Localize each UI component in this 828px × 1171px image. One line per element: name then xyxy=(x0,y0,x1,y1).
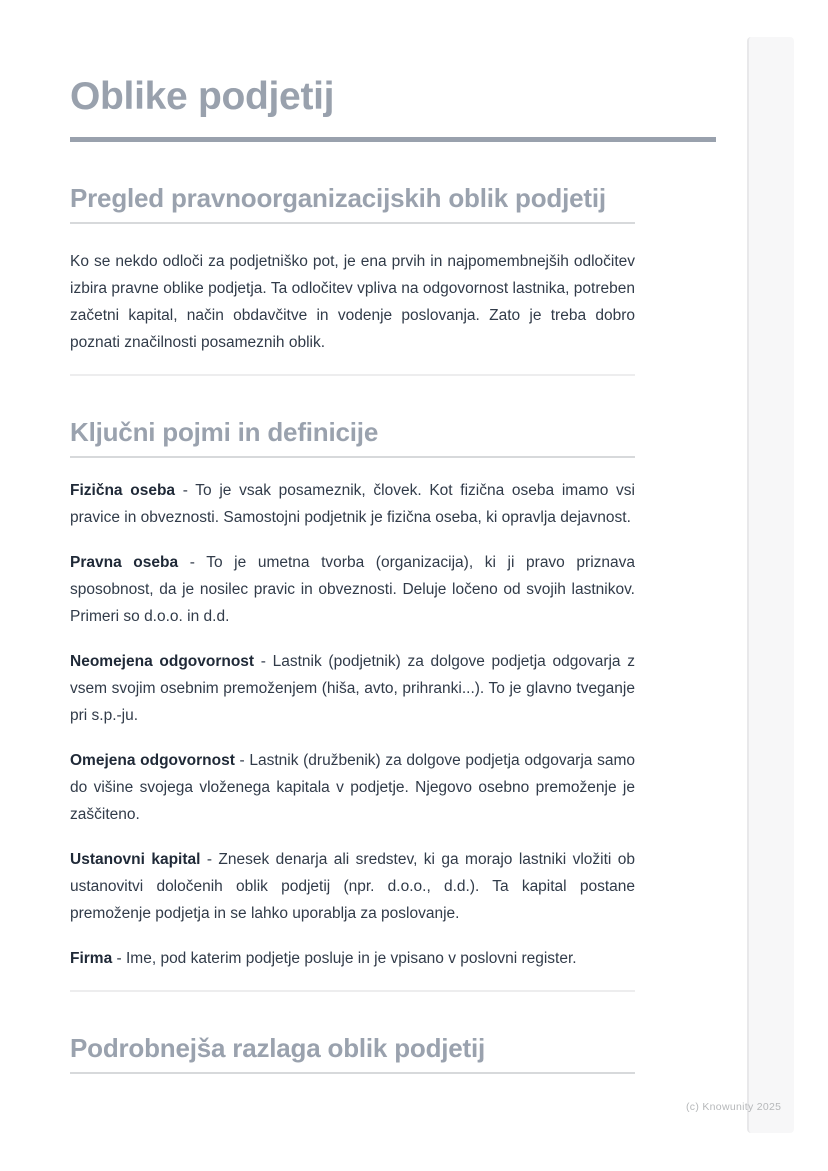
definition-paragraph xyxy=(70,648,635,729)
section-divider xyxy=(70,990,635,992)
document-content xyxy=(70,0,635,1074)
term-label: Fizična oseba xyxy=(70,482,176,499)
definition-text: - Lastnik (družbenik) za dolgove podjetja odgovarja samo do višine svojega vloženega kapitala v podjetje. Njegovo osebno premoženje je zaščiteno. xyxy=(70,752,635,823)
term-label: Neomejena odgovornost xyxy=(70,653,255,670)
document-title: Oblike podjetij xyxy=(70,75,335,118)
definition-text: - Znesek denarja ali sredstev, ki ga morajo lastniki vložiti ob ustanovitvi določenih oblik podjetij (npr. d.o.o., d.d.). Ta kapital postane premoženje podjetja in se lahko uporablja za poslovanje. xyxy=(70,851,635,922)
definition-paragraph xyxy=(70,477,635,531)
definition-text: - To je umetna tvorba (organizacija), ki ji pravo priznava sposobnost, da je nosilec pravic in obveznosti. Deluje ločeno od svojih lastnikov. Primeri so d.o.o. in d.d. xyxy=(70,554,635,625)
definition-text: - To je vsak posameznik, človek. Kot fizična oseba imamo vsi pravice in obveznosti. Samostojni podjetnik je fizična oseba, ki opravlja dejavnost. xyxy=(70,482,635,526)
definition-text: - Ime, pod katerim podjetje posluje in je vpisano v poslovni register. xyxy=(112,950,577,967)
section-heading-overview: Pregled pravnoorganizacijskih oblik podjetij xyxy=(70,183,606,213)
section-heading-definitions: Ključni pojmi in definicije xyxy=(70,417,379,447)
definition-paragraph xyxy=(70,846,635,927)
section-overview xyxy=(70,180,635,356)
section-heading-details: Podrobnejša razlaga oblik podjetij xyxy=(70,1033,486,1063)
intro-paragraph xyxy=(70,248,635,356)
definition-paragraph xyxy=(70,549,635,630)
term-label: Pravna oseba xyxy=(70,554,179,571)
term-label: Firma xyxy=(70,950,113,967)
heading-divider xyxy=(70,222,635,224)
term-label: Omejena odgovornost xyxy=(70,752,235,769)
heading-divider xyxy=(70,1072,635,1074)
copyright-watermark: (c) Knowunity 2025 xyxy=(686,1101,782,1113)
scrollbar-track[interactable] xyxy=(747,37,794,1133)
definition-text: - Lastnik (podjetnik) za dolgove podjetja odgovarja z vsem svojim osebnim premoženjem (hiša, avto, prihranki...). To je glavno tveganje pri s.p.-ju. xyxy=(70,653,635,724)
section-divider xyxy=(70,374,635,376)
section-details xyxy=(70,1030,635,1074)
section-definitions xyxy=(70,414,635,972)
title-rule xyxy=(70,137,716,142)
definition-paragraph xyxy=(70,945,635,972)
paragraph-text: Ko se nekdo odloči za podjetniško pot, je ena prvih in najpomembnejših odločitev izbira pravne oblike podjetja. Ta odločitev vpliva na odgovornost lastnika, potreben začetni kapital, način obdavčitve in vodenje poslovanja. Zato je treba dobro poznati značilnosti posameznih oblik. xyxy=(70,253,635,351)
term-label: Ustanovni kapital xyxy=(70,851,201,868)
heading-divider xyxy=(70,456,635,458)
definition-paragraph xyxy=(70,747,635,828)
